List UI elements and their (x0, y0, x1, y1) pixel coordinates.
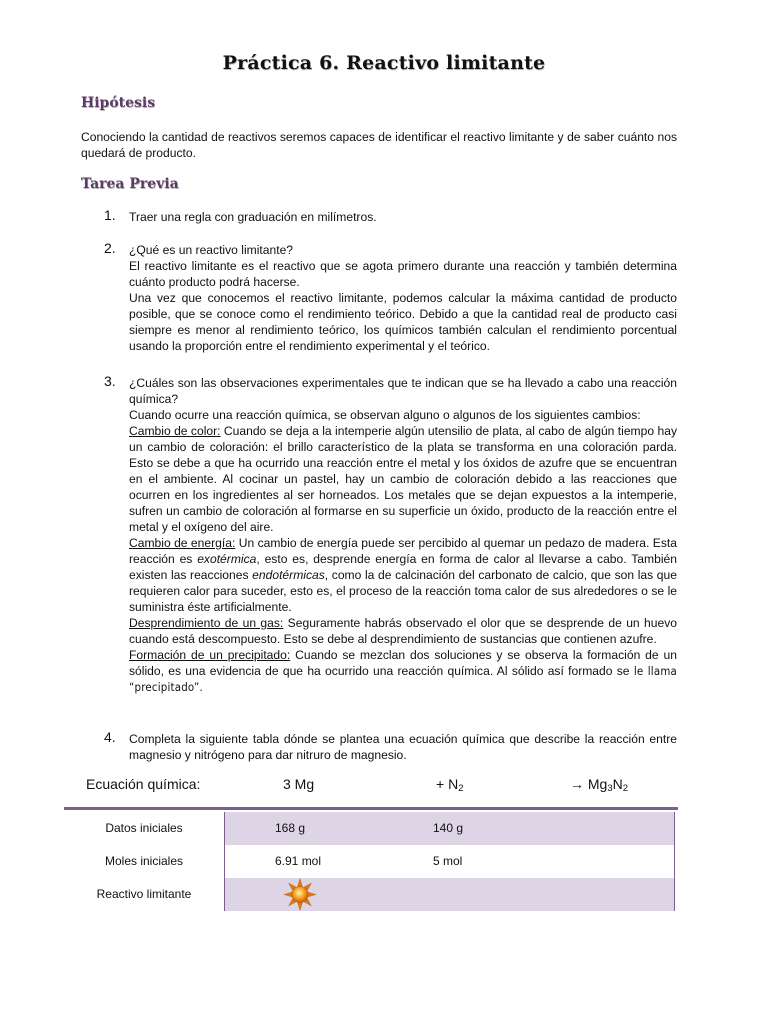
list-item-2 (104, 240, 677, 354)
energia-text-a: Un cambio de energía puede ser percibido al quemar un pedazo de madera. Esta reacción es (129, 536, 677, 566)
item-4-text: Completa la siguiente tabla dónde se plantea una ecuación química que describe la reacción entre magnesio y nitrógeno para dar nitruro de magnesio. (129, 732, 677, 762)
cambio-energia-paragraph (129, 535, 677, 615)
hipotesis-heading: Hipótesis (81, 95, 156, 111)
cambio-energia-label: Cambio de energía: (129, 536, 236, 550)
precipitado-text: Cuando se mezclan dos soluciones y se observa la formación de un sólido, es una evidencia de que ha ocurrido una reacción química. Al sólido así formado se (129, 648, 677, 678)
row-label: Reactivo limitante (96, 887, 192, 901)
energia-text-c: , como la de calcinación del carbonato de calcio, que son las que requieren calor para suceder, esto es, el proceso de la reacción toma calor de sus alrededores o se le suministra éste artificialmente. (129, 568, 677, 614)
table-row (64, 812, 674, 845)
cambio-color-label: Cambio de color: (129, 424, 221, 438)
n2-cell: 140 g (433, 821, 464, 835)
item-1-text: Traer una regla con graduación en milímetros. (129, 210, 377, 224)
table-row (64, 845, 674, 878)
list-number: 1. (104, 207, 116, 223)
gas-label: Desprendimiento de un gas: (129, 616, 284, 630)
list-item-4 (104, 729, 677, 763)
n2-subscript: 2 (622, 783, 629, 794)
row-label: Moles iniciales (104, 854, 184, 868)
n-subscript: 2 (458, 783, 464, 794)
item-2-question: ¿Qué es un reactivo limitante? (129, 243, 294, 257)
list-number: 2. (104, 240, 116, 256)
table-row (64, 878, 674, 911)
precipitado-label: Formación de un precipitado: (129, 648, 291, 662)
item-2-answer-1: El reactivo limitante es el reactivo que se agota primero durante una reacción y también determina cuánto producto podrá hacerse. (129, 259, 677, 289)
product-n: N (612, 776, 623, 792)
hipotesis-text: Conociendo la cantidad de reactivos seremos capaces de identificar el reactivo limitante y de saber cuánto nos quedará de producto. (81, 130, 677, 160)
cambio-color-paragraph (129, 423, 677, 535)
sun-icon (282, 878, 318, 911)
endotermicas-term: endotérmicas (252, 568, 325, 582)
desprendimiento-gas-paragraph (129, 615, 677, 647)
equation-product (570, 776, 628, 792)
arrow-icon: → (570, 776, 584, 792)
list-item-1 (104, 207, 677, 225)
list-number: 4. (104, 729, 116, 745)
mg-subscript: 3 (607, 783, 613, 794)
mg-cell: 6.91 mol (275, 854, 322, 868)
list-number: 3. (104, 373, 116, 389)
cambio-color-text: Cuando se deja a la intemperie algún utensilio de plata, al cabo de algún tiempo hay un cambio de coloración: el brillo característico de la plata se transforma en una coloración parda. Esto se debe a que ha ocurrido una reacción entre el metal y los óxidos de azufre que se encuentran en el ambiente. Al cocinar un pastel, hay un cambio de coloración debido a las reacciones que ocurren en los ingredientes al ser horneados. Los metales que se dejan expuestos a la intemperie, sufren un cambio de coloración al formarse en su superficie un óxido, producto de la reacción entre el metal y el oxígeno del aire. (129, 424, 677, 534)
list-item-3 (104, 373, 677, 695)
item-3-intro: Cuando ocurre una reacción química, se observan alguno o algunos de los siguientes cambios: (129, 408, 641, 422)
item-2-answer-2: Una vez que conocemos el reactivo limitante, podemos calcular la máxima cantidad de producto posible, que se conoce como el rendimiento teórico. Debido a que la cantidad real de producto casi siempre es menor al rendimiento teórico, los químicos también calculan el rendimiento porcentual usando la proporción entre el rendimiento experimental y el teórico. (129, 291, 677, 353)
row-label: Datos iniciales (105, 821, 183, 835)
exotermica-term: exotérmica (197, 552, 257, 566)
gas-text: Seguramente habrás observado el olor que se desprende de un huevo cuando está descompuesto. Esto se debe al desprendimiento de sustancias que contienen azufre. (129, 616, 677, 646)
plus-n: + N (436, 776, 459, 792)
tarea-heading: Tarea Previa (81, 176, 179, 192)
page-title: Práctica 6. Reactivo limitante (222, 52, 546, 74)
energia-text-b: , esto es, desprende energía en forma de calor al llevarse a cabo. También existen las reacciones (129, 552, 677, 582)
product-mg: Mg (587, 776, 608, 792)
equation-term-mg: 3 Mg (283, 776, 315, 792)
table-top-rule (64, 807, 678, 810)
mg-cell: 168 g (275, 821, 306, 835)
precipitado-tail: le llama “precipitado”. (129, 664, 677, 694)
precipitado-paragraph (129, 647, 677, 695)
equation-term-n2 (436, 776, 463, 792)
item-3-question: ¿Cuáles son las observaciones experimentales que te indican que se ha llevado a cabo una reacción química? (129, 376, 677, 406)
equation-label: Ecuación química: (86, 776, 201, 792)
n2-cell: 5 mol (433, 854, 463, 868)
